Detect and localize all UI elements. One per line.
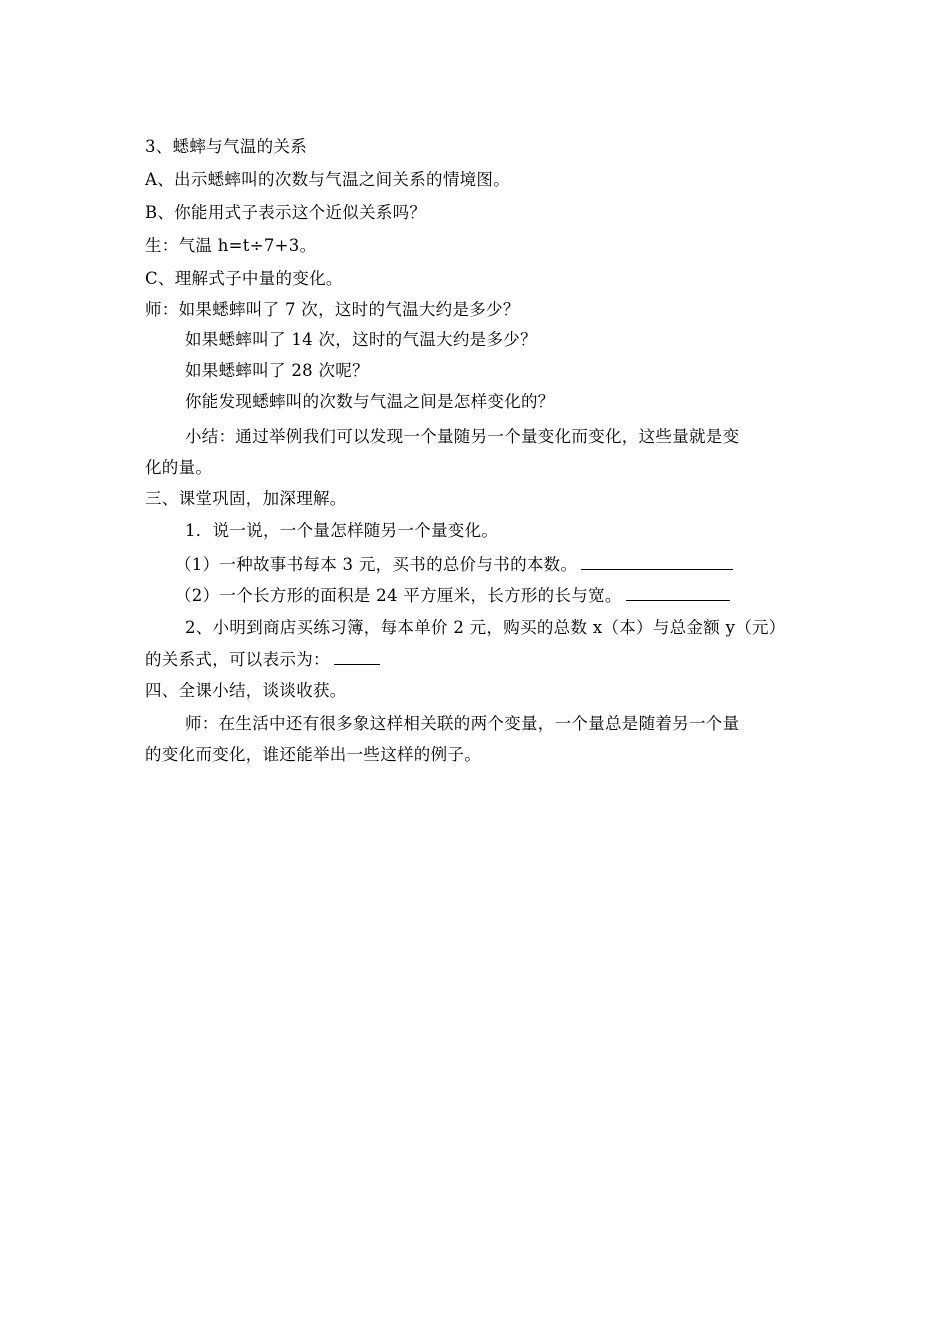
exercise-line: 2、小明到商店买练习簿，每本单价 2 元，购买的总数 x（本）与总金额 y（元） — [185, 618, 786, 637]
formula-line: 生：气温 h=t÷7+3。 — [145, 236, 317, 255]
paragraph-line: A、出示蟋蟀叫的次数与气温之间关系的情境图。 — [145, 170, 511, 189]
paragraph-line: B、你能用式子表示这个近似关系吗？ — [145, 203, 427, 222]
exercise-item — [175, 553, 845, 577]
answer-blank — [581, 553, 733, 570]
answer-blank — [334, 648, 380, 665]
exercise-text: 的关系式，可以表示为： — [145, 650, 330, 669]
answer-blank — [626, 584, 730, 601]
exercise-item — [175, 584, 845, 608]
paragraph-line: 如果蟋蟀叫了 14 次，这时的气温大约是多少？ — [185, 330, 537, 349]
summary-line: 小结：通过举例我们可以发现一个量随另一个量变化而变化，这些量就是变 — [185, 427, 740, 446]
paragraph-line: C、理解式子中量的变化。 — [145, 269, 343, 288]
exercise-text: （1）一种故事书每本 3 元，买书的总价与书的本数。 — [175, 555, 578, 574]
paragraph-line: 你能发现蟋蟀叫的次数与气温之间是怎样变化的？ — [185, 392, 555, 411]
exercise-line: 1．说一说，一个量怎样随另一个量变化。 — [185, 521, 499, 540]
section-heading-cricket-temperature: 3、蟋蟀与气温的关系 — [145, 137, 307, 156]
section-heading-summary: 四、全课小结，谈谈收获。 — [145, 681, 347, 700]
exercise-text: （2）一个长方形的面积是 24 平方厘米，长方形的长与宽。 — [175, 586, 622, 605]
exercise-item — [145, 648, 815, 672]
summary-line-continued: 化的量。 — [145, 458, 213, 477]
section-heading-practice: 三、课堂巩固，加深理解。 — [145, 489, 347, 508]
paragraph-line: 师：如果蟋蟀叫了 7 次，这时的气温大约是多少？ — [145, 300, 520, 319]
paragraph-line: 的变化而变化，谁还能举出一些这样的例子。 — [145, 745, 481, 764]
paragraph-line: 如果蟋蟀叫了 28 次呢？ — [185, 361, 369, 380]
paragraph-line: 师：在生活中还有很多象这样相关联的两个变量，一个量总是随着另一个量 — [185, 714, 740, 733]
